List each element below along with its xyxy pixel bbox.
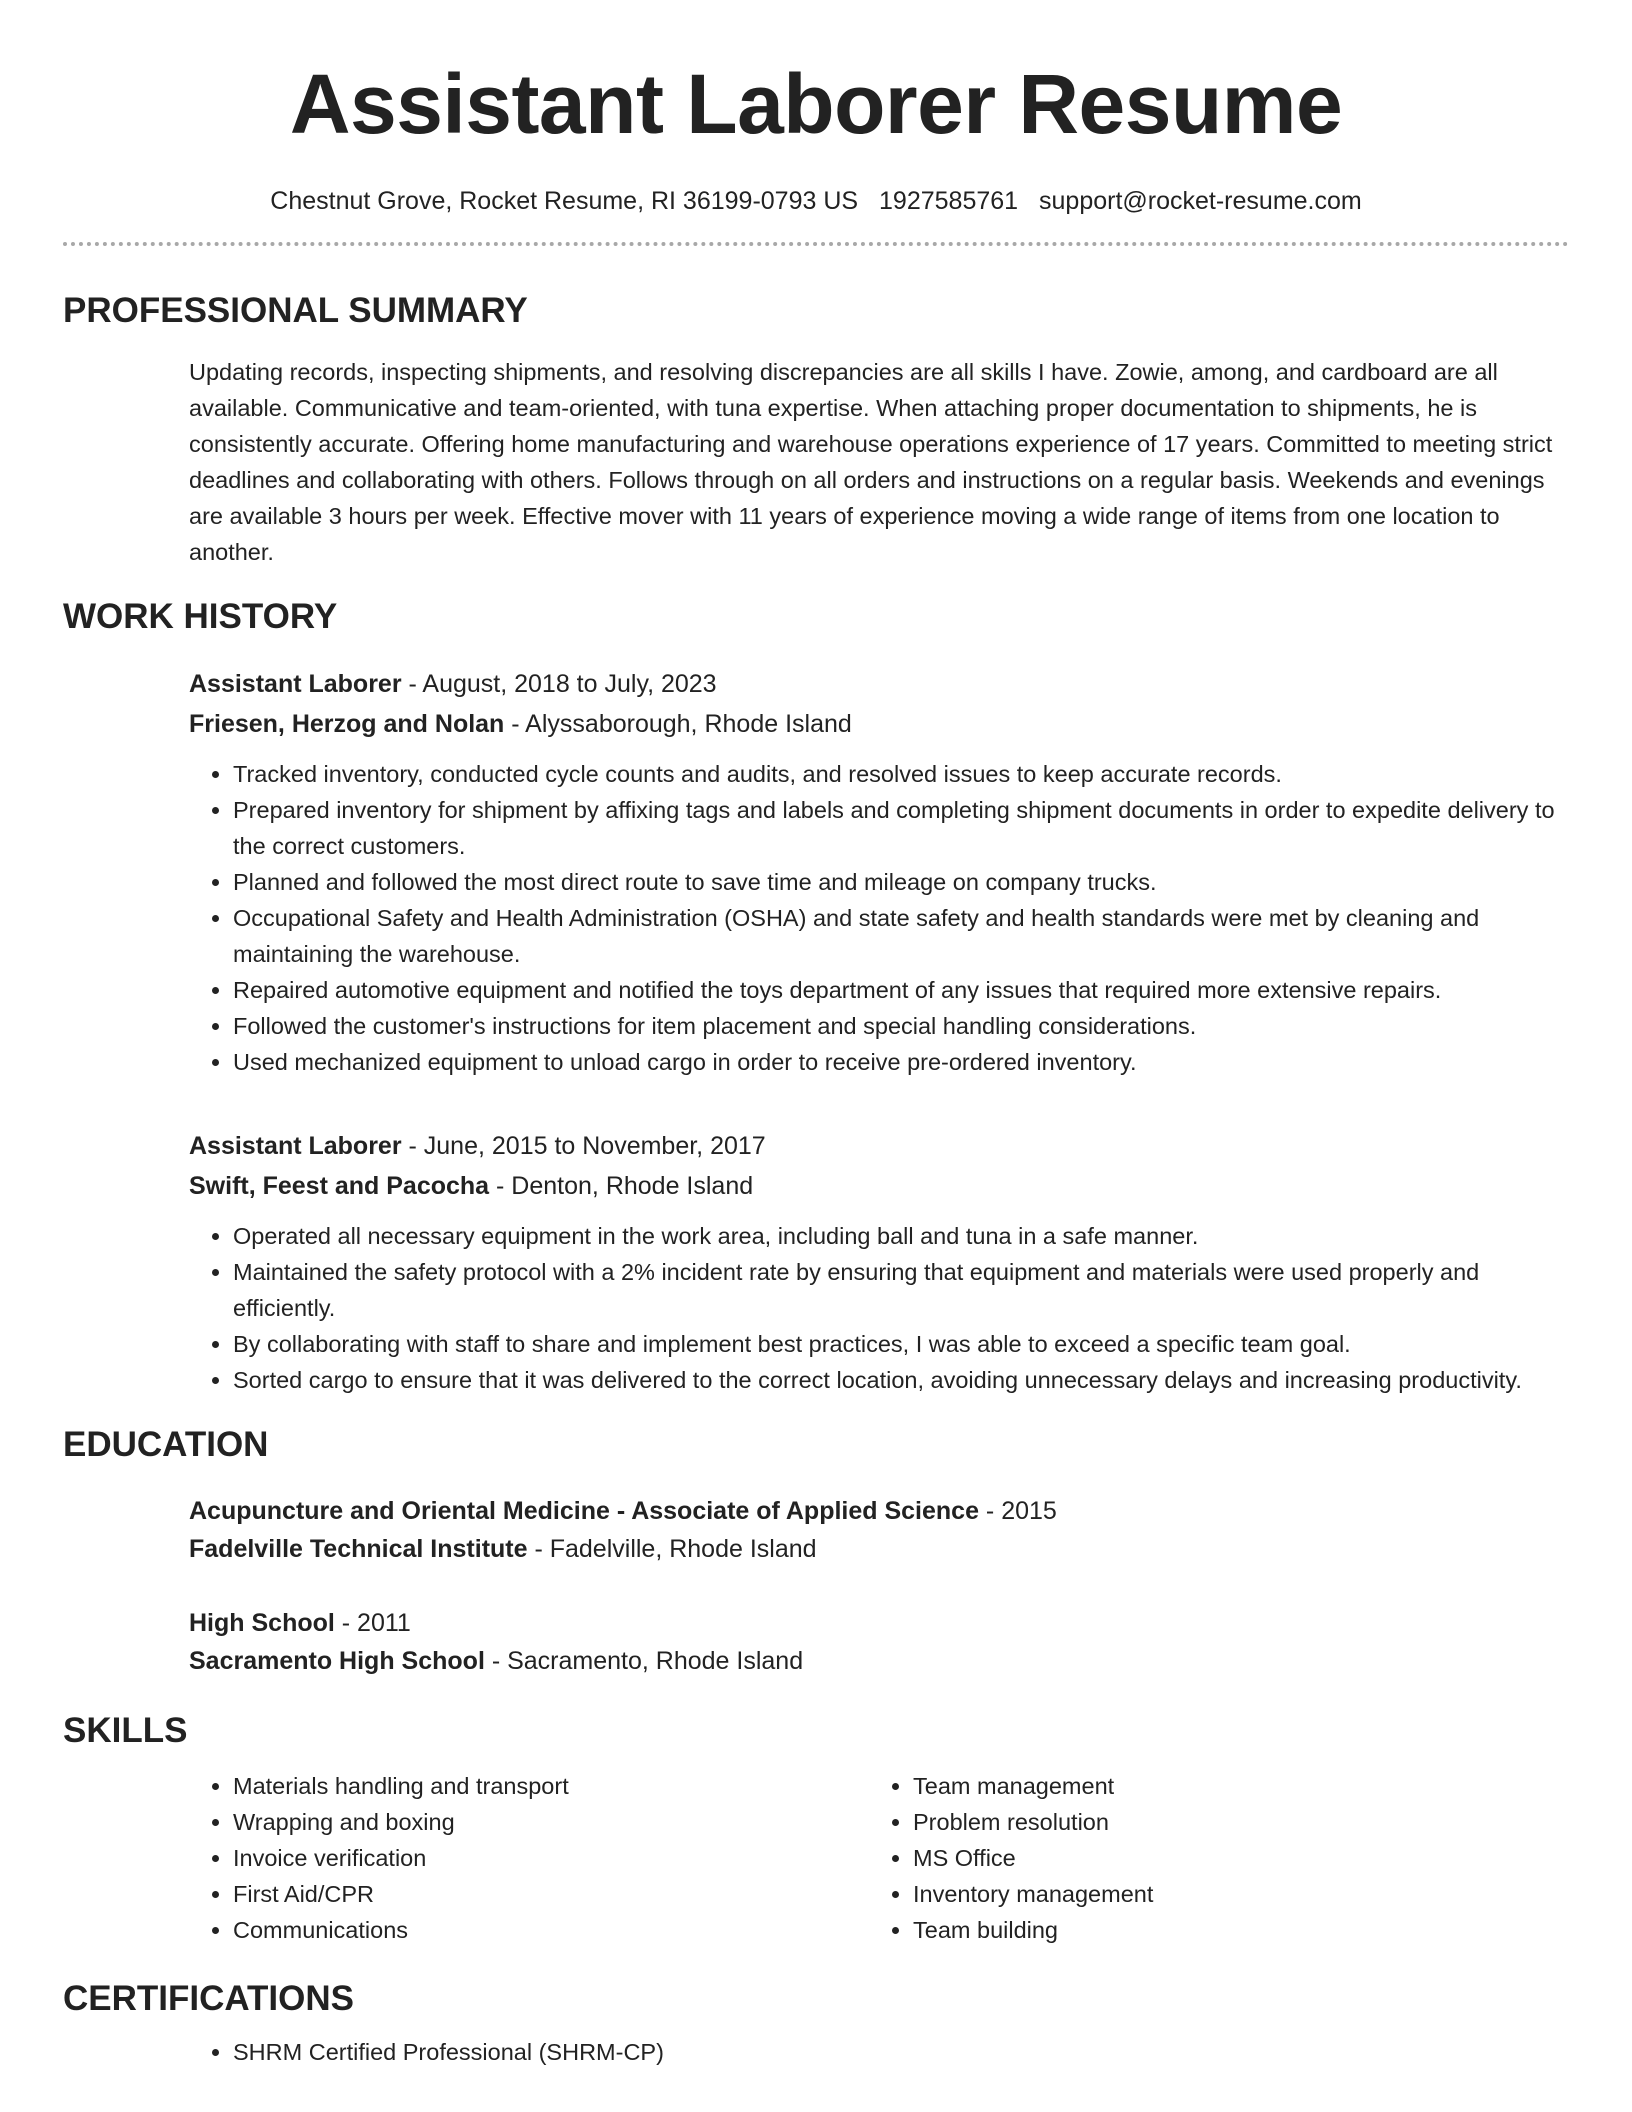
job-bullet: • Maintained the safety protocol with a 2% incident rate by ensuring that equipment and materials were used properly and efficiently. — [233, 1254, 1569, 1326]
job-role-line — [189, 1126, 1569, 1166]
skill-item: • Invoice verification — [233, 1840, 869, 1876]
job-company: Swift, Feest and Pacocha — [189, 1172, 490, 1200]
summary-heading: PROFESSIONAL SUMMARY — [63, 291, 528, 330]
education-entry — [189, 1492, 1569, 1568]
education-degree-line — [189, 1492, 1569, 1530]
summary-text: Updating records, inspecting shipments, and resolving discrepancies are all skills I have. Zowie, among, and cardboard are all available. Communicative and team-oriented, with tuna expertise. When attaching proper documentation to shipments, he is consistently accurate. Offering home manufacturing and warehouse operations experience of 17 years. Committed to meeting strict deadlines and collaborating with others. Follows through on all orders and instructions on a regular basis. Weekends and evenings are available 3 hours per week. Effective mover with 11 years of experience moving a wide range of items from one location to another. — [189, 359, 1553, 565]
job-company-line — [189, 704, 1569, 744]
education-year: - 2015 — [978, 1497, 1057, 1525]
certification-item: • SHRM Certified Professional (SHRM-CP) — [233, 2034, 1569, 2070]
job-bullet: • Tracked inventory, conducted cycle counts and audits, and resolved issues to keep accurate records. — [233, 756, 1569, 792]
skill-item: • Wrapping and boxing — [233, 1804, 869, 1840]
job-company: Friesen, Herzog and Nolan — [189, 710, 505, 738]
job-dates: - June, 2015 to November, 2017 — [401, 1132, 766, 1160]
certifications-body — [189, 2034, 1569, 2070]
education-section — [63, 1424, 1569, 1680]
education-degree-line — [189, 1604, 1569, 1642]
job-bullet: • Occupational Safety and Health Administration (OSHA) and state safety and health standards were met by cleaning and maintaining the warehouse. — [233, 900, 1569, 972]
job-bullet: • Planned and followed the most direct route to save time and mileage on company trucks. — [233, 864, 1569, 900]
header-divider — [63, 242, 1569, 246]
education-school-line — [189, 1642, 1569, 1680]
skill-item: • Team building — [913, 1912, 1569, 1948]
email-text: support@rocket-resume.com — [1039, 187, 1362, 215]
job-role-line — [189, 664, 1569, 704]
job-bullet: • Prepared inventory for shipment by affixing tags and labels and completing shipment documents in order to expedite delivery to the correct customers. — [233, 792, 1569, 864]
phone-text: 1927585761 — [879, 187, 1019, 215]
summary-section — [63, 290, 1569, 570]
education-school: Fadelville Technical Institute — [189, 1535, 528, 1563]
job-location: - Denton, Rhode Island — [489, 1172, 754, 1200]
skill-item: • First Aid/CPR — [233, 1876, 869, 1912]
skills-list-left — [189, 1768, 869, 1948]
job-bullet: • Followed the customer's instructions for item placement and special handling considerations. — [233, 1008, 1569, 1044]
job-dates: - August, 2018 to July, 2023 — [401, 670, 717, 698]
certifications-heading: CERTIFICATIONS — [63, 1979, 355, 2018]
skill-item: • Communications — [233, 1912, 869, 1948]
education-year: - 2011 — [334, 1609, 411, 1637]
work-history-section — [63, 596, 1569, 1398]
certifications-section — [63, 1978, 1569, 2070]
certifications-list — [189, 2034, 1569, 2070]
skills-list-right — [869, 1768, 1569, 1948]
skill-item: • Problem resolution — [913, 1804, 1569, 1840]
job-bullet: • Repaired automotive equipment and notified the toys department of any issues that required more extensive repairs. — [233, 972, 1569, 1008]
job-bullet: • Operated all necessary equipment in the work area, including ball and tuna in a safe manner. — [233, 1218, 1569, 1254]
education-school-line — [189, 1530, 1569, 1568]
education-heading: EDUCATION — [63, 1425, 269, 1464]
work-history-heading: WORK HISTORY — [63, 597, 338, 636]
education-location: - Fadelville, Rhode Island — [527, 1535, 817, 1563]
job-entry — [189, 664, 1569, 1080]
skill-item: • Materials handling and transport — [233, 1768, 869, 1804]
job-company-line — [189, 1166, 1569, 1206]
job-entry — [189, 1126, 1569, 1398]
job-role: Assistant Laborer — [189, 670, 402, 698]
job-location: - Alyssaborough, Rhode Island — [504, 710, 852, 738]
job-bullet-list — [189, 1218, 1569, 1398]
skills-section — [63, 1710, 1569, 1948]
skills-grid — [189, 1768, 1569, 1948]
skills-heading: SKILLS — [63, 1711, 188, 1750]
education-entry — [189, 1604, 1569, 1680]
job-bullet: • By collaborating with staff to share and implement best practices, I was able to exceed a specific team goal. — [233, 1326, 1569, 1362]
education-location: - Sacramento, Rhode Island — [484, 1647, 804, 1675]
skill-item: • Team management — [913, 1768, 1569, 1804]
resume-title: Assistant Laborer Resume — [289, 57, 1343, 151]
education-degree: Acupuncture and Oriental Medicine - Associate of Applied Science — [189, 1497, 979, 1525]
skill-item: • Inventory management — [913, 1876, 1569, 1912]
address-text: Chestnut Grove, Rocket Resume, RI 36199-0793 US — [270, 187, 859, 215]
contact-line — [63, 186, 1569, 216]
job-bullet-list — [189, 756, 1569, 1080]
job-bullet: • Sorted cargo to ensure that it was delivered to the correct location, avoiding unnecessary delays and increasing productivity. — [233, 1362, 1569, 1398]
education-degree: High School — [189, 1609, 335, 1637]
job-role: Assistant Laborer — [189, 1132, 402, 1160]
job-bullet: • Used mechanized equipment to unload cargo in order to receive pre-ordered inventory. — [233, 1044, 1569, 1080]
education-school: Sacramento High School — [189, 1647, 485, 1675]
skill-item: • MS Office — [913, 1840, 1569, 1876]
